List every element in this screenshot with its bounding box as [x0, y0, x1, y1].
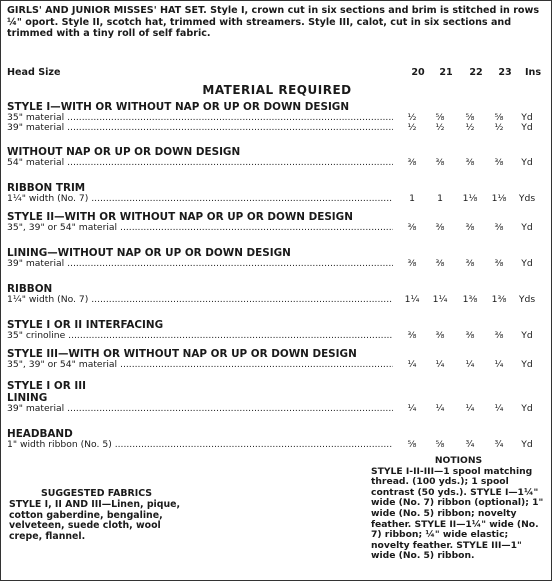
- material-row: [7, 331, 547, 341]
- yardage-value: 1⅜: [462, 294, 478, 305]
- yardage-value: ⅜: [407, 258, 417, 269]
- material-section: [7, 247, 547, 269]
- section-heading: STYLE I OR III LINING: [7, 380, 86, 404]
- yardage-value: ⅜: [407, 330, 417, 341]
- material-row: [7, 123, 547, 133]
- yardage-value: ½: [407, 121, 417, 133]
- size-20: 20: [411, 67, 425, 78]
- yardage-value: ⅝: [435, 439, 445, 450]
- yardage-value: ⅜: [435, 258, 445, 269]
- pattern-description: GIRLS' AND JUNIOR MISSES' HAT SET. Style I, crown cut in six sections and brim is stitched in rows ¼" oport. Style II, scotch hat, trimmed with streamers. Style III, calot, cut in six sections and trimmed with a tiny roll of self fabric.: [7, 5, 540, 39]
- material-section: [7, 319, 547, 341]
- yardage-value: ¼: [465, 403, 475, 414]
- material-description: 39" material .....: [7, 259, 393, 269]
- yardage-value: ¼: [494, 359, 504, 370]
- notions-text: STYLE I-II-III—1 spool matching thread. (100 yds.); 1 spool contrast (50 yds.). STYLE I—1¼" wide (No. 7) ribbon (optional); 1" wide (No. 5) ribbon; novelty feather. STYLE II—1¼" wide (No. 7) ribbon; ¼" wide elastic; novelty feather. STYLE III—1" wide (No. 5) ribbon.: [371, 465, 544, 562]
- yardage-value: ½: [407, 112, 417, 123]
- material-section: [7, 348, 547, 370]
- material-description: 39" material .....: [7, 404, 393, 414]
- yardage-value: 1: [409, 193, 415, 204]
- yardage-unit: Yd: [521, 112, 533, 123]
- yardage-value: 1⅛: [491, 193, 507, 204]
- yardage-value: ½: [435, 121, 445, 133]
- yardage-unit: Yd: [521, 403, 533, 414]
- yardage-value: ¼: [494, 403, 504, 414]
- yardage-value: ⅜: [435, 157, 445, 168]
- material-section: [7, 428, 547, 450]
- yardage-value: 1⅜: [491, 294, 507, 305]
- material-description: 1¼" width (No. 7) .....: [7, 194, 393, 204]
- yardage-unit: Yd: [521, 258, 533, 269]
- yardage-value: ⅜: [435, 222, 445, 233]
- section-heading: RIBBON: [7, 283, 53, 295]
- material-row: [7, 295, 547, 305]
- yardage-unit: Yd: [521, 157, 533, 168]
- material-description: 35" crinoline .....: [7, 331, 393, 341]
- material-row: [7, 223, 547, 233]
- section-heading: STYLE I OR II INTERFACING: [7, 319, 164, 331]
- material-section: [7, 211, 547, 233]
- material-description: 35", 39" or 54" material .....: [7, 223, 393, 233]
- suggested-fabrics-text: STYLE I, II AND III—Linen, pique, cotton gaberdine, bengaline, velveteen, suede cloth, wool crepe, flannel.: [9, 498, 181, 543]
- yardage-unit: Yd: [521, 439, 533, 450]
- material-description: 54" material .....: [7, 158, 393, 168]
- yardage-value: 1⅛: [462, 193, 478, 204]
- material-description: 35", 39" or 54" material .....: [7, 360, 393, 370]
- yardage-value: ⅜: [465, 222, 475, 233]
- suggested-fabrics: [9, 489, 184, 543]
- material-section: [7, 380, 547, 414]
- yardage-value: ½: [465, 121, 475, 133]
- material-description: 39" material .....: [7, 123, 393, 133]
- notions-title: NOTIONS: [434, 455, 483, 466]
- yardage-value: ¾: [465, 439, 475, 450]
- yardage-unit: Yd: [521, 359, 533, 370]
- material-row: [7, 194, 547, 204]
- size-unit: Ins: [524, 67, 542, 78]
- yardage-value: ⅜: [407, 222, 417, 233]
- yardage-value: ¼: [435, 403, 445, 414]
- yardage-value: ⅜: [407, 157, 417, 168]
- material-row: [7, 360, 547, 370]
- section-heading: HEADBAND: [7, 428, 73, 440]
- section-heading: STYLE I—WITH OR WITHOUT NAP OR UP OR DOWN DESIGN: [7, 101, 350, 113]
- yardage-value: ¼: [407, 403, 417, 414]
- notions: [371, 456, 546, 562]
- yardage-value: ⅝: [494, 112, 504, 123]
- size-22: 22: [469, 67, 483, 78]
- suggested-fabrics-title: SUGGESTED FABRICS: [41, 488, 152, 499]
- yardage-unit: Yd: [521, 121, 533, 133]
- material-row: [7, 259, 547, 269]
- yardage-value: ⅜: [465, 330, 475, 341]
- yardage-value: ⅜: [465, 157, 475, 168]
- yardage-value: ⅝: [435, 112, 445, 123]
- yardage-value: ⅜: [465, 258, 475, 269]
- material-section: [7, 182, 547, 204]
- material-row: [7, 158, 547, 168]
- material-section: [7, 101, 547, 132]
- yardage-unit: Yds: [518, 193, 536, 204]
- section-heading: RIBBON TRIM: [7, 182, 86, 194]
- yardage-value: ¼: [435, 359, 445, 370]
- yardage-value: ⅜: [494, 330, 504, 341]
- size-header: [7, 67, 547, 79]
- yardage-value: ½: [494, 121, 504, 133]
- section-heading: STYLE III—WITH OR WITHOUT NAP OR UP OR DOWN DESIGN: [7, 348, 357, 360]
- size-21: 21: [439, 67, 453, 78]
- yardage-value: 1¼: [404, 294, 420, 305]
- section-heading: LINING—WITHOUT NAP OR UP OR DOWN DESIGN: [7, 247, 291, 259]
- yardage-value: ⅝: [407, 439, 417, 450]
- material-section: [7, 146, 547, 168]
- material-description: 35" material .....: [7, 113, 393, 123]
- yardage-value: ¾: [494, 439, 504, 450]
- yardage-value: ⅝: [465, 112, 475, 123]
- yardage-value: ⅜: [494, 222, 504, 233]
- yardage-value: ¼: [407, 359, 417, 370]
- material-row: [7, 440, 547, 450]
- yardage-value: 1: [437, 193, 443, 204]
- section-heading: WITHOUT NAP OR UP OR DOWN DESIGN: [7, 146, 241, 158]
- material-description: 1" width ribbon (No. 5) .....: [7, 440, 393, 450]
- yardage-unit: Yd: [521, 222, 533, 233]
- section-heading: STYLE II—WITH OR WITHOUT NAP OR UP OR DOWN DESIGN: [7, 211, 353, 223]
- material-required-title: MATERIAL REQUIRED: [202, 83, 352, 97]
- material-description: 1¼" width (No. 7) .....: [7, 295, 393, 305]
- yardage-value: 1¼: [432, 294, 448, 305]
- yardage-value: ⅜: [494, 157, 504, 168]
- yardage-value: ⅜: [494, 258, 504, 269]
- size-23: 23: [498, 67, 512, 78]
- yardage-unit: Yds: [518, 294, 536, 305]
- head-size-label: Head Size: [7, 67, 61, 78]
- material-row: [7, 404, 547, 414]
- material-section: [7, 283, 547, 305]
- yardage-value: ⅜: [435, 330, 445, 341]
- yardage-value: ¼: [465, 359, 475, 370]
- yardage-unit: Yd: [521, 330, 533, 341]
